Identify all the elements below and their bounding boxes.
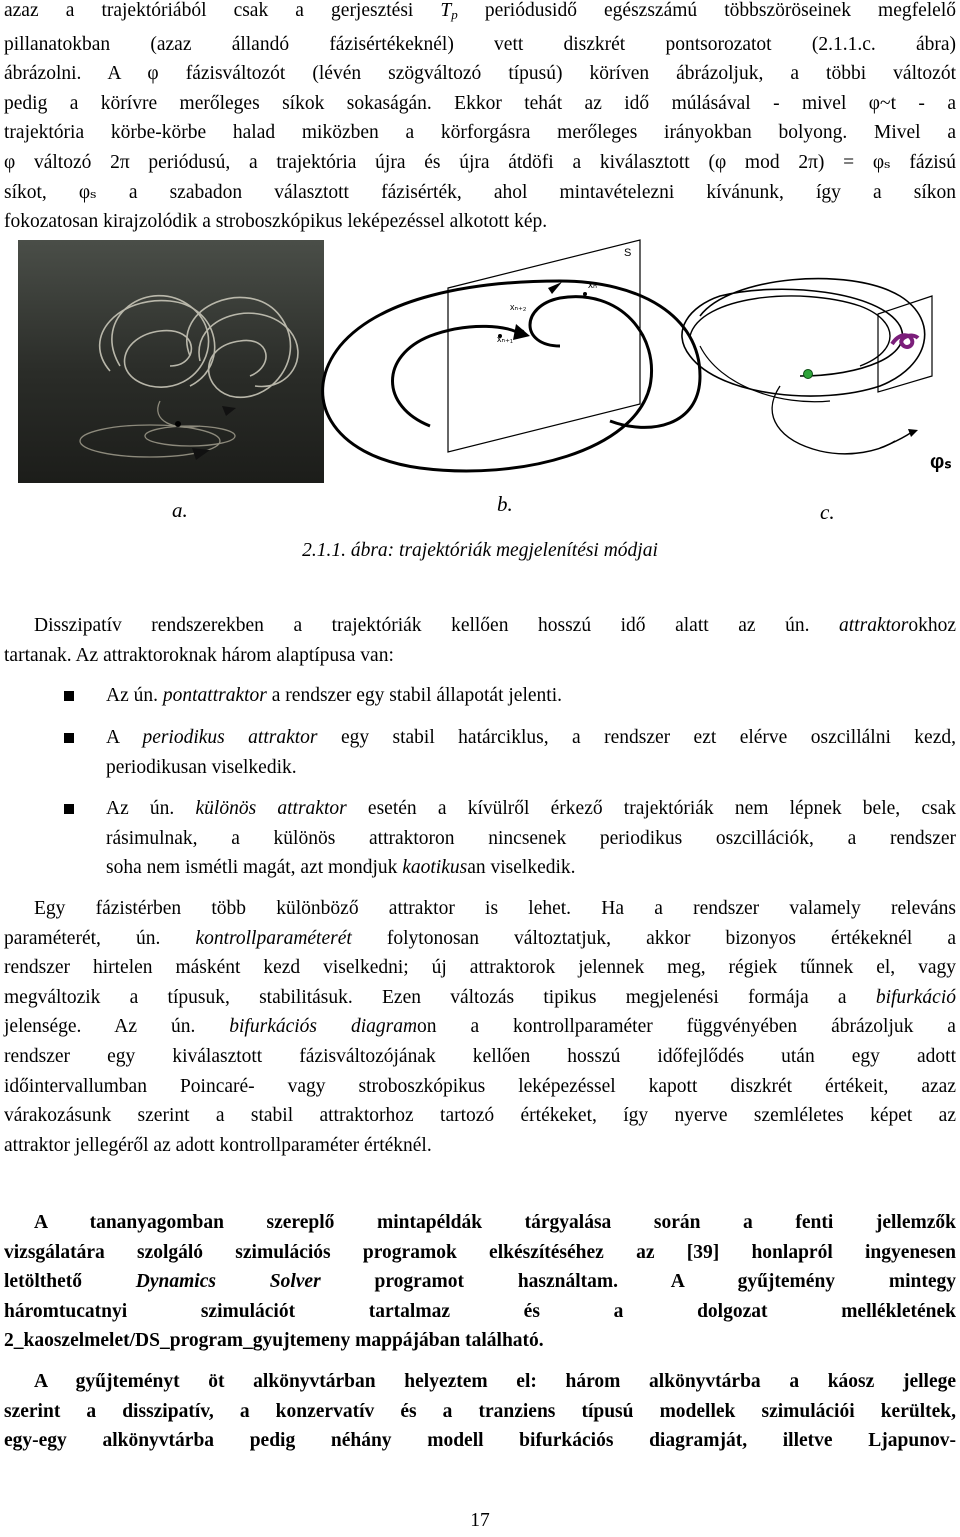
intro-line-8: fokozatosan kirajzolódik a stroboszkópikus leképezéssel alkotott kép. — [4, 211, 548, 233]
green-point-marker — [804, 370, 813, 379]
intro-line-4: pedig a körívre merőleges síkok sokaságán. Ekkor tehát az idő múlásával - mivel φ~t - a — [4, 92, 956, 114]
bold2-line-1: A gyűjteményt öt alkönyvtárban helyeztem el: három alkönyvtárba a káosz jellege — [34, 1371, 956, 1392]
bold-paragraph-1 — [4, 1208, 956, 1356]
bif-line-2: paraméterét, ún. kontrollparaméterét folytonosan változtatjuk, akkor bizonyos értékeknél a — [4, 927, 957, 949]
bold1-line-4: háromtucatnyi szimulációt tartalmaz és a dolgozat mellékletének — [4, 1300, 956, 1322]
page-number: 17 — [470, 1510, 490, 1531]
intro-line-7: síkot, φₛ a szabadon választott fázisérték, ahol mintavételezni kívánunk, így a síkon — [4, 181, 956, 203]
bif-line-9: attraktor jellegéről az adott kontrollparaméter értéknél. — [4, 1134, 432, 1156]
attractor-line-1: Disszipatív rendszerekben a trajektóriák kellően hosszú idő alatt az ún. attraktorokhoz — [34, 615, 957, 636]
bold1-line-3: letölthető Dynamics Solver programot használtam. A gyűjtemény mintegy — [4, 1271, 957, 1293]
bold-paragraph-2 — [4, 1367, 956, 1456]
bif-line-8: várakozásunk szerint a stabil attraktorhoz tartozó értékeket, így nyerve szemléletes képet az — [4, 1105, 956, 1127]
bif-line-6: rendszer egy kiválasztott fázisváltozójának kellően hosszú időfejlődés után egy adott — [4, 1045, 956, 1067]
bold1-line-2: vizsgálatára szolgáló szimulációs programok elkészítéséhez az [39] honlapról ingyenesen — [4, 1241, 956, 1263]
bullet-periodic-attractor: A periodikus attraktor egy stabil határciklus, a rendszer ezt elérve oszcillálni kezd, periodikusan viselkedik. — [64, 723, 956, 782]
label-xn: xₙ — [588, 280, 597, 291]
intro-line-3: ábrázolni. A φ fázisváltozót (lévén szögváltozó típusú) köríven ábrázoljuk, a többi változót — [4, 63, 956, 85]
bif-line-3: rendszer hirtelen másként kezd viselkedni; új attraktorok jelennek meg, régiek tűnnek el, vagy — [4, 957, 956, 979]
figure-label-a: a. — [172, 498, 188, 522]
bullet-square-icon — [64, 691, 74, 701]
intro-line-2: pillanatokban (azaz állandó fázisértékeknél) vett diszkrét pontsorozatot (2.1.1.c. ábra) — [4, 33, 956, 55]
bold1-line-5: 2_kaoszelmelet/DS_program_gyujtemeny mappájában található. — [4, 1330, 544, 1352]
label-xn1: xₙ₊₁ — [497, 334, 513, 344]
panel-b-poincare-section — [323, 240, 700, 471]
bullet-strange-attractor: Az ún. különös attraktor esetén a kívülről érkező trajektóriák nem lépnek bele, csak rásimulnak, a különös attraktoron nincsenek periodikus oszcillációk, a rendszer soha nem ismétli magát, azt mondjuk kaotikusan viselkedik. — [64, 794, 956, 883]
bold2-line-2: szerint a disszipatív, a konzervatív és a tranziens típusú modellek szimulációi kerültek, — [4, 1400, 956, 1422]
figure-trajectories — [0, 236, 960, 524]
intro-line-5: trajektória körbe-körbe halad miközben a körforgásra merőleges irányokban bolyong. Mivel a — [4, 122, 956, 144]
figure-illustration — [0, 236, 960, 496]
figure-label-c: c. — [820, 500, 835, 524]
bif-line-5: jelensége. Az ún. bifurkációs diagramon a kontrollparaméter függvényében ábrázoljuk a — [4, 1016, 956, 1038]
bullet-square-icon — [64, 733, 74, 743]
label-S: S — [624, 247, 632, 259]
intro-line-6: φ változó 2π periódusú, a trajektória újra és újra átdöfi a kiválasztott (φ mod 2π) = φₛ fázisú — [4, 151, 956, 173]
label-xn2: xₙ₊₂ — [510, 302, 527, 312]
label-phis: φₛ — [930, 451, 952, 473]
panel-c-strobe-plane — [682, 279, 932, 454]
figure-caption: 2.1.1. ábra: trajektóriák megjelenítési módjai — [302, 540, 658, 561]
bold1-line-1: A tananyagomban szereplő mintapéldák tárgyalása során a fenti jellemzők — [34, 1212, 956, 1233]
bifurcation-paragraph — [4, 894, 956, 1160]
bold2-line-3: egy-egy alkönyvtárba pedig néhány modell bifurkációs diagramját, illetve Ljapunov- — [4, 1430, 956, 1452]
bullet-point-attractor: Az ún. pontattraktor a rendszer egy stabil állapotát jelenti. — [64, 681, 956, 711]
bullet-square-icon — [64, 804, 74, 814]
bif-line-7: időintervallumban Poincaré- vagy stroboszkópikus leképezéssel kapott diszkrét értékeit, azaz — [4, 1075, 956, 1097]
intro-line-1: azaz a trajektóriából csak a gerjesztési $T_p$ periódusidő egészszámú többszöröseinek megfelelő — [4, 0, 956, 22]
intro-paragraph — [4, 0, 956, 237]
bif-line-1: Egy fázistérben több különböző attraktor is lehet. Ha a rendszer valamely releváns — [34, 898, 956, 919]
attractor-line-2: tartanak. Az attraktoroknak három alaptípusa van: — [4, 644, 394, 666]
bif-line-4: megváltozik a típusuk, stabilitásuk. Ezen változás tipikus megjelenési formája a bifurkáció — [4, 986, 956, 1008]
panel-a-3d-attractor — [18, 240, 324, 483]
attractor-paragraph — [4, 611, 956, 670]
figure-label-b: b. — [497, 492, 513, 516]
